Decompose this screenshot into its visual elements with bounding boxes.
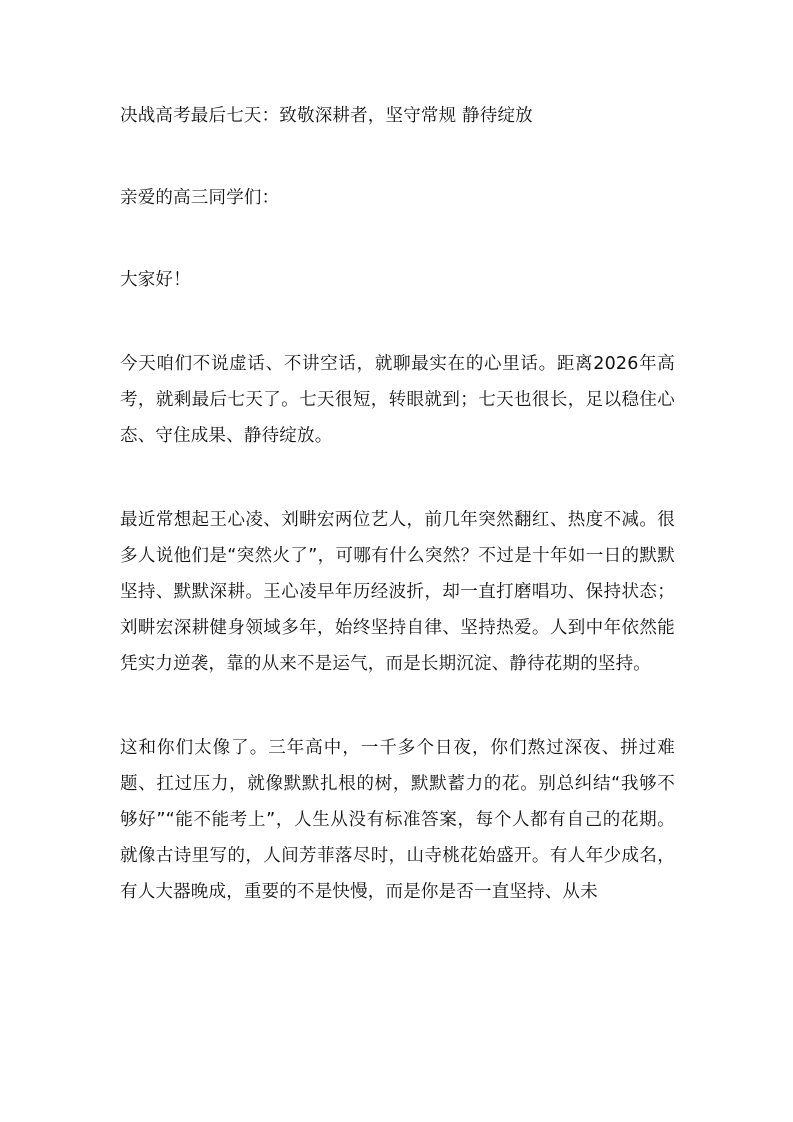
document-body xyxy=(120,98,675,910)
paragraph-3: 这和你们太像了。三年高中，一千多个日夜，你们熬过深夜、拼过难题、扛过压力，就像默默扎根的树，默默蓄力的花。别总纠结“我够不够好”“能不能考上”，人生从没有标准答案，每个人都有自己的花期。就像古诗里写的，人间芳菲落尽时，山寺桃花始盛开。有人年少成名，有人大器晚成，重要的不是快慢，而是你是否一直坚持、从未 xyxy=(120,738,675,902)
paragraph-1: 今天咱们不说虚话、不讲空话，就聊最实在的心里话。距离2026年高考，就剩最后七天了。七天很短，转眼就到；七天也很长，足以稳住心态、守住成果、静待绽放。 xyxy=(120,354,675,446)
document-title: 决战高考最后七天：致敬深耕者，坚守常规 静待绽放 xyxy=(120,106,533,126)
paragraph-2: 最近常想起王心凌、刘畊宏两位艺人，前几年突然翻红、热度不减。很多人说他们是“突然火了”，可哪有什么突然？不过是十年如一日的默默坚持、默默深耕。王心凌早年历经波折，却一直打磨唱功、保持状态；刘畊宏深耕健身领域多年，始终坚持自律、坚持热爱。人到中年依然能凭实力逆袭，靠的从来不是运气，而是长期沉淀、静待花期的坚持。 xyxy=(120,510,675,674)
greeting: 大家好！ xyxy=(120,270,191,290)
salutation: 亲爱的高三同学们： xyxy=(120,188,280,208)
